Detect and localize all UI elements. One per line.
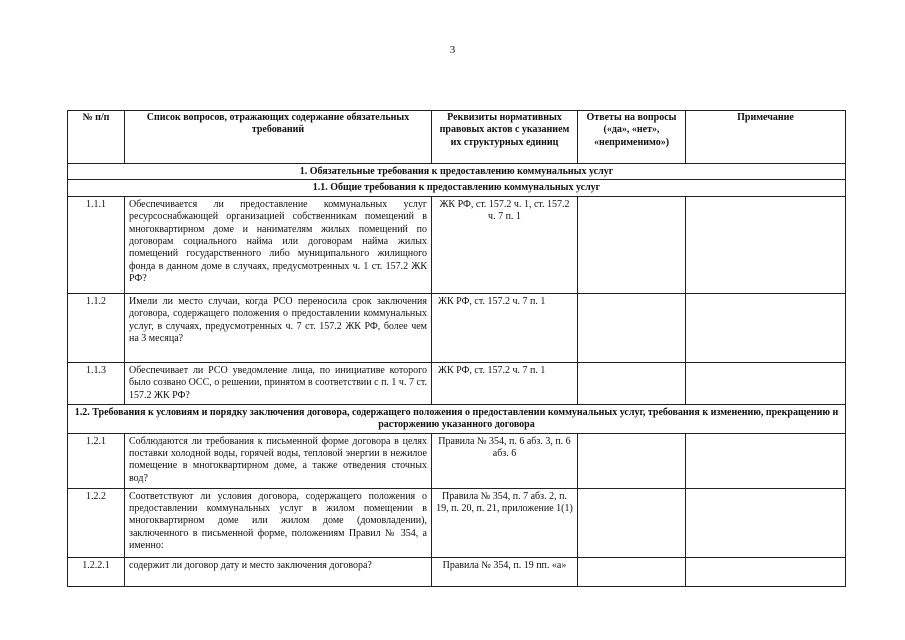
row-question: Имели ли место случаи, когда РСО переносила срок заключения договора, содержащего положения о предоставлении коммунальных услуг, в случаях, предусмотренных ч. 7 ст. 157.2 ЖК РФ, более чем на 3 месяца? [125,293,432,362]
subsection-row [68,404,846,433]
subsection-heading: 1.2. Требования к условиям и порядку заключения договора, содержащего положения о предоставлении коммунальных услуг, требования к изменению, прекращению и расторжению указанного договора [68,404,846,433]
note-cell[interactable] [686,557,846,586]
note-cell[interactable] [686,362,846,404]
table-row [68,488,846,557]
table-row [68,557,846,586]
row-question: содержит ли договор дату и место заключения договора? [125,557,432,586]
header-num: № п/п [68,111,125,164]
row-question: Соблюдаются ли требования к письменной форме договора в целях поставки холодной воды, горячей воды, тепловой энергии в нежилое помещение в многоквартирном доме, а также отведения сточных вод? [125,433,432,488]
section-heading: 1. Обязательные требования к предоставлению коммунальных услуг [68,164,846,180]
header-questions: Список вопросов, отражающих содержание обязательных требований [125,111,432,164]
subsection-heading: 1.1. Общие требования к предоставлению коммунальных услуг [68,180,846,196]
row-requisites: ЖК РФ, ст. 157.2 ч. 7 п. 1 [432,293,578,362]
row-question: Обеспечивает ли РСО уведомление лица, по инициативе которого было созвано ОСС, о решении, принятом в соответствии с п. 1 ч. 7 ст. 157.2 ЖК РФ? [125,362,432,404]
header-requisites: Реквизиты нормативных правовых актов с указанием их структурных единиц [432,111,578,164]
row-question: Соответствуют ли условия договора, содержащего положения о предоставлении коммунальных услуг в жилом помещении в многоквартирном доме или жилом доме (домовладении), заключенного в письменной форме, положениям Правил № 354, а именно: [125,488,432,557]
answer-cell[interactable] [578,362,686,404]
row-requisites: ЖК РФ, ст. 157.2 ч. 1, ст. 157.2 ч. 7 п. 1 [432,196,578,293]
header-row [68,111,846,164]
answer-cell[interactable] [578,293,686,362]
checklist-table [67,110,846,587]
row-requisites: Правила № 354, п. 19 пп. «а» [432,557,578,586]
row-number: 1.1.2 [68,293,125,362]
answer-cell[interactable] [578,557,686,586]
answer-cell[interactable] [578,433,686,488]
row-number: 1.1.3 [68,362,125,404]
note-cell[interactable] [686,293,846,362]
row-number: 1.2.2 [68,488,125,557]
table-row [68,433,846,488]
subsection-row [68,180,846,196]
row-number: 1.2.2.1 [68,557,125,586]
answer-cell[interactable] [578,488,686,557]
table-row [68,293,846,362]
note-cell[interactable] [686,488,846,557]
row-question: Обеспечивается ли предоставление коммунальных услуг ресурсоснабжающей организацией собственникам помещений в многоквартирном доме и нанимателям жилых помещений по договорам социального найма или договорам найма жилых помещений государственного либо муниципального жилищного фонда в данном доме в случаях, предусмотренных ч. 1 ст. 157.2 ЖК РФ? [125,196,432,293]
row-requisites: Правила № 354, п. 7 абз. 2, п. 19, п. 20, п. 21, приложение 1(1) [432,488,578,557]
table-row [68,362,846,404]
section-row [68,164,846,180]
answer-cell[interactable] [578,196,686,293]
row-requisites: Правила № 354, п. 6 абз. 3, п. 6 абз. 6 [432,433,578,488]
page-number: 3 [449,44,456,56]
row-requisites: ЖК РФ, ст. 157.2 ч. 7 п. 1 [432,362,578,404]
note-cell[interactable] [686,433,846,488]
row-number: 1.2.1 [68,433,125,488]
table-row [68,196,846,293]
row-number: 1.1.1 [68,196,125,293]
header-answers: Ответы на вопросы («да», «нет», «неприменимо») [578,111,686,164]
header-note: Примечание [686,111,846,164]
note-cell[interactable] [686,196,846,293]
